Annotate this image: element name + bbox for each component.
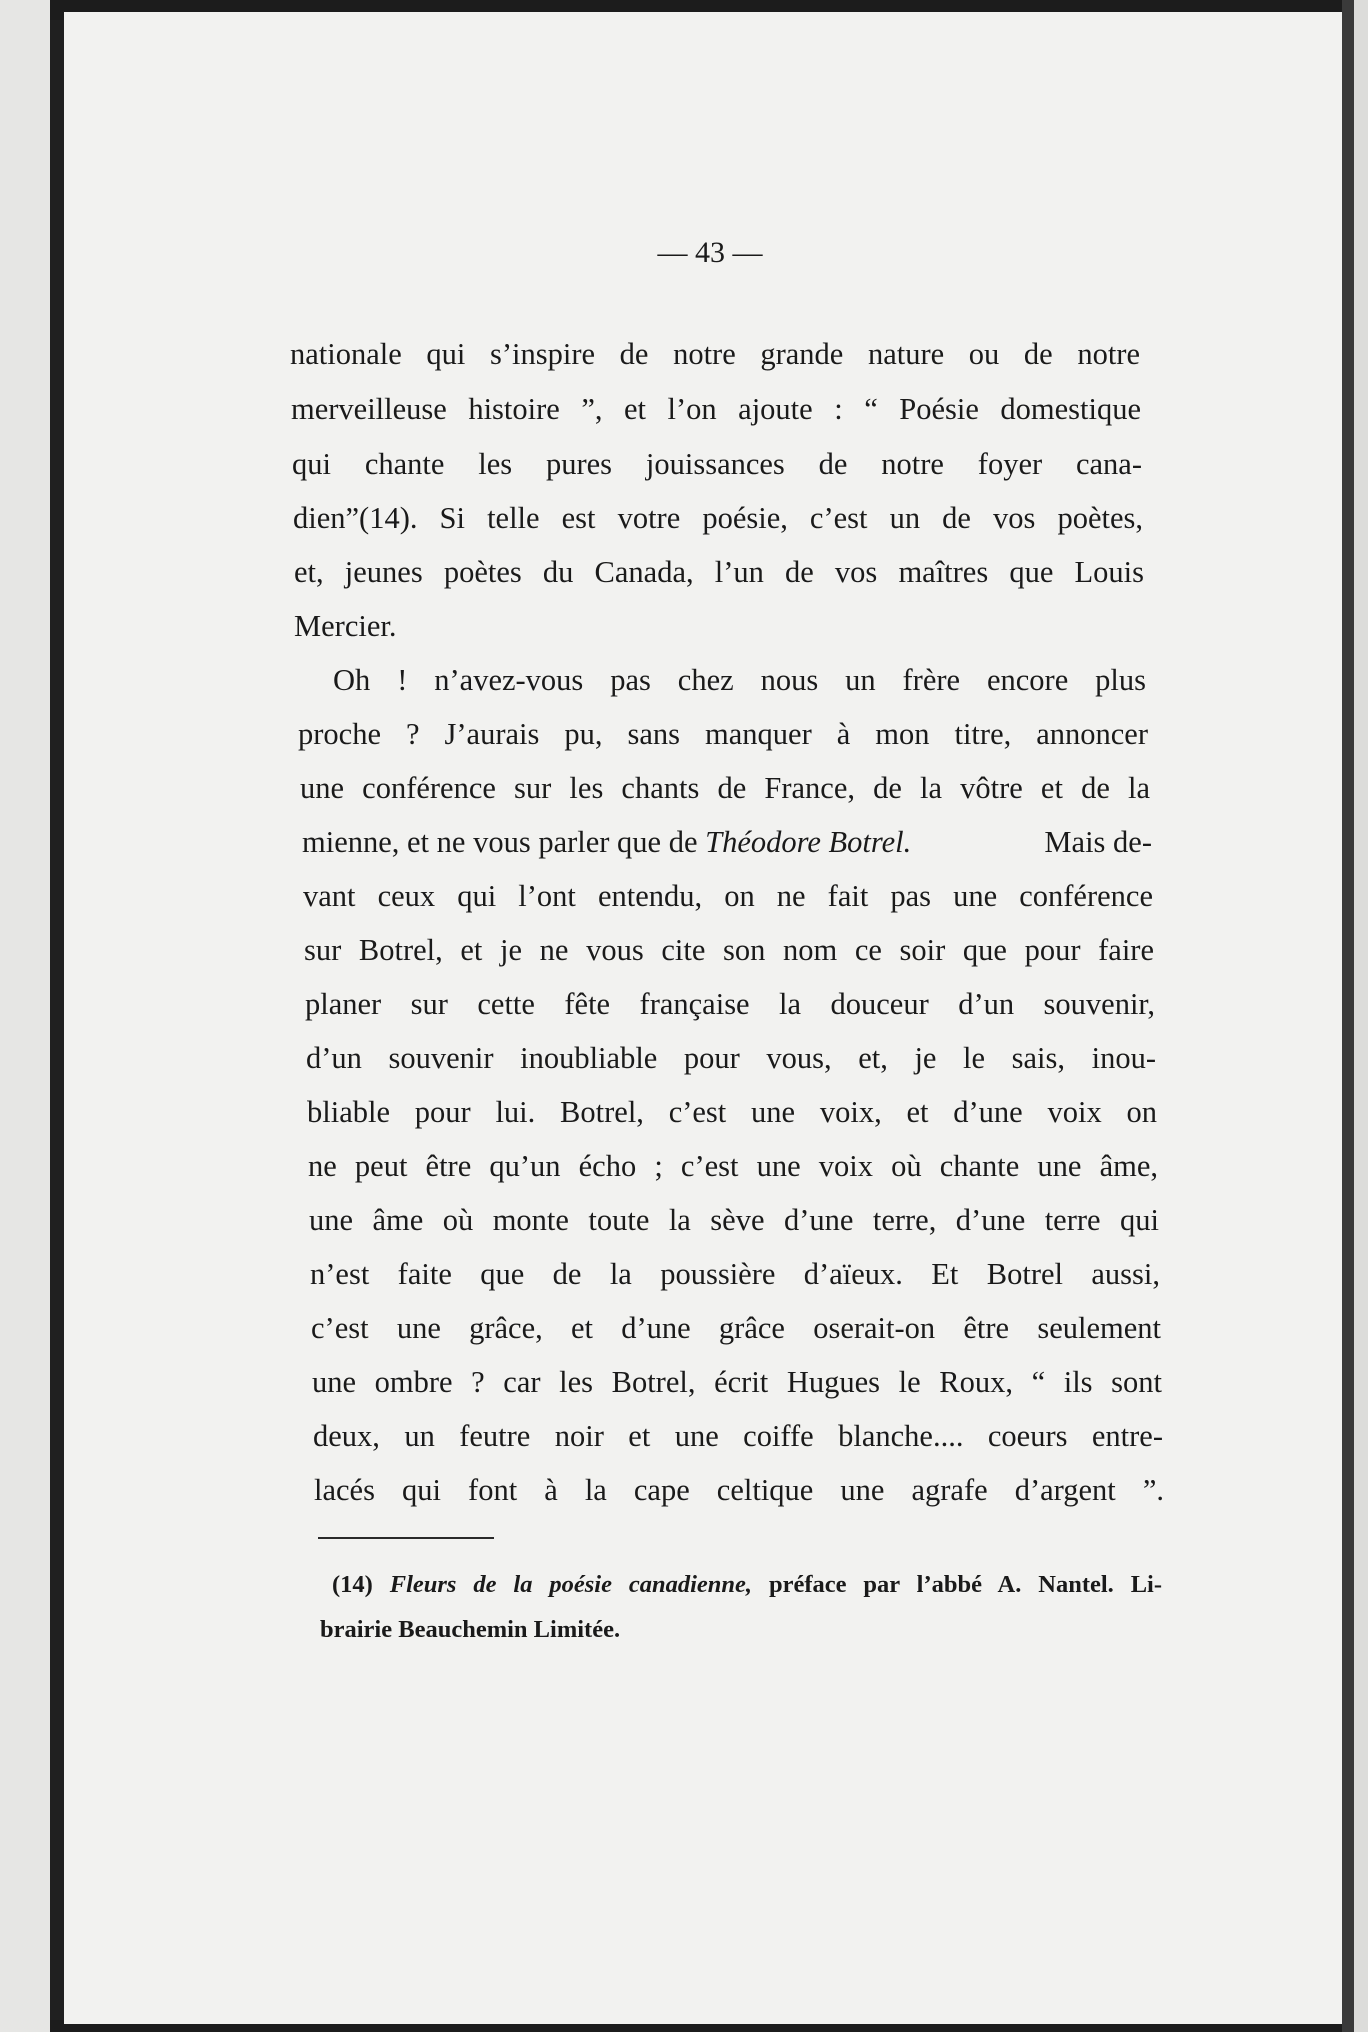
body-line-14: d’un souvenir inoubliable pour vous, et, je le sais, inou- — [306, 1041, 1156, 1075]
body-line-18: n’est faite que de la poussière d’aïeux. Et Botrel aussi, — [310, 1257, 1160, 1291]
left-scan-margin — [0, 0, 50, 2032]
body-line-12: sur Botrel, et je ne vous cite son nom ce soir que pour faire — [304, 933, 1154, 967]
body-line-22: lacés qui font à la cape celtique une agrafe d’argent ”. — [314, 1473, 1164, 1507]
body-line-4: dien”(14). Si telle est votre poésie, c’est un de vos poètes, — [293, 501, 1143, 535]
footnote-line-1-rest: préface par l’abbé A. Nantel. Li- — [768, 1571, 1163, 1598]
body-line-15: bliable pour lui. Botrel, c’est une voix, et d’une voix on — [307, 1095, 1157, 1129]
footnote-title: Fleurs de la poésie canadienne, — [389, 1571, 753, 1598]
page-number: — 43 — — [657, 236, 763, 269]
body-line-10-text: mienne, et ne vous parler que de — [302, 825, 698, 859]
body-line-11: vant ceux qui l’ont entendu, on ne fait pas une conférence — [303, 879, 1153, 913]
right-page-edge — [1342, 0, 1354, 2032]
footnote-line-1 — [332, 1568, 1162, 1602]
footnote-rule — [318, 1537, 494, 1539]
body-line-7: Oh ! n’avez-vous pas chez nous un frère encore plus — [333, 663, 1146, 697]
body-line-13: planer sur cette fête française la douceur d’un souvenir, — [305, 987, 1155, 1021]
body-line-6: Mercier. — [294, 609, 397, 643]
body-line-19: c’est une grâce, et d’une grâce oserait-on être seulement — [311, 1311, 1161, 1345]
body-line-9: une conférence sur les chants de France, de la vôtre et de la — [300, 771, 1150, 805]
book-spine-shadow — [50, 20, 64, 2020]
body-line-10 — [302, 822, 1152, 862]
body-line-20: une ombre ? car les Botrel, écrit Hugues le Roux, “ ils sont — [312, 1365, 1162, 1399]
body-line-5: et, jeunes poètes du Canada, l’un de vos maîtres que Louis — [294, 555, 1144, 589]
body-line-3: qui chante les pures jouissances de notre foyer cana- — [292, 447, 1142, 481]
footnote-line-2: brairie Beauchemin Limitée. — [320, 1616, 621, 1643]
footnote-number: (14) — [332, 1571, 373, 1598]
body-line-16: ne peut être qu’un écho ; c’est une voix où chante une âme, — [308, 1149, 1158, 1183]
body-line-2: merveilleuse histoire ”, et l’on ajoute : “ Poésie domestique — [291, 392, 1141, 426]
body-line-21: deux, un feutre noir et une coiffe blanche.... coeurs entre- — [313, 1419, 1163, 1453]
body-line-8: proche ? J’aurais pu, sans manquer à mon titre, annoncer — [298, 717, 1148, 751]
italic-name-theodore-botrel: Théodore Botrel. — [705, 825, 912, 859]
body-line-10-tail: Mais de- — [1044, 825, 1152, 859]
body-line-17: une âme où monte toute la sève d’une terre, d’une terre qui — [309, 1203, 1159, 1237]
body-line-1: nationale qui s’inspire de notre grande nature ou de notre — [290, 337, 1140, 371]
right-scan-margin — [1354, 0, 1368, 2032]
